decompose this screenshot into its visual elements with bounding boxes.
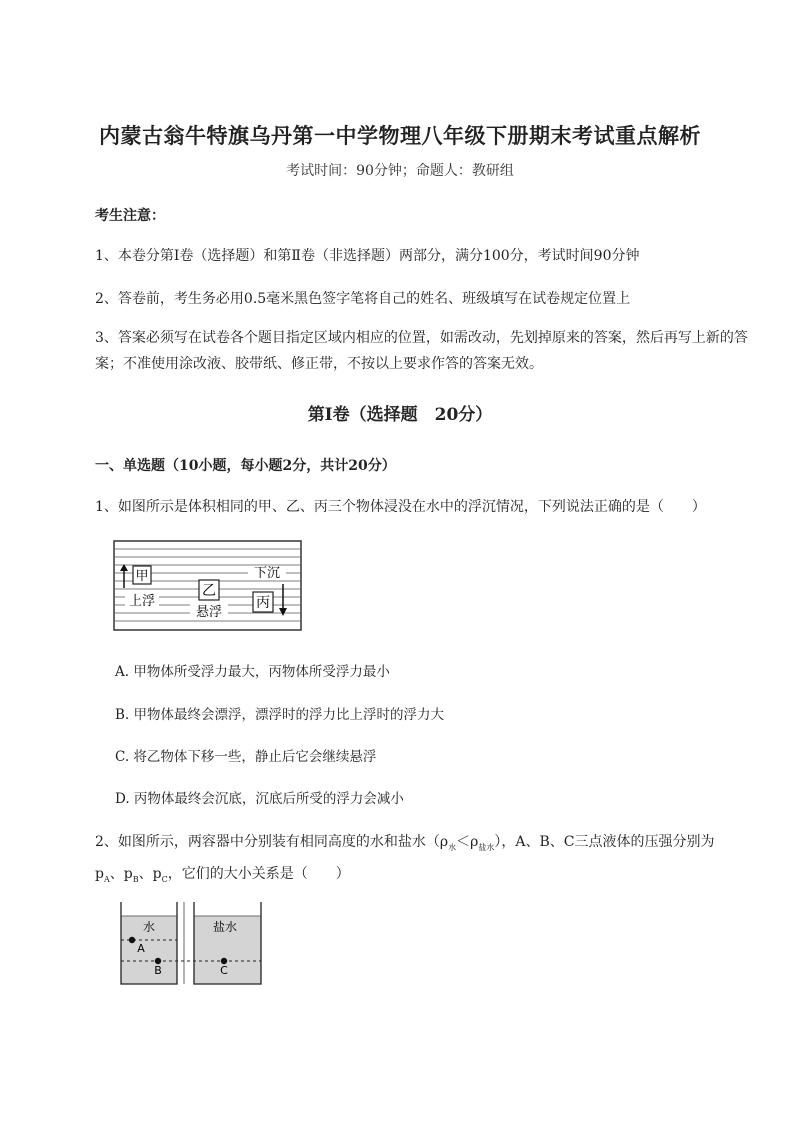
question-1-option-a: A. 甲物体所受浮力最大，丙物体所受浮力最小 (115, 664, 390, 680)
page-title: 内蒙古翁牛特旗乌丹第一中学物理八年级下册期末考试重点解析 (99, 123, 701, 148)
jia-label: 甲 (135, 569, 149, 584)
question-1-option-d: D. 丙物体最终会沉底，沉底后所受的浮力会减小 (115, 791, 404, 807)
notice-item: 2、答卷前，考生务必用0.5毫米黑色签字笔将自己的姓名、班级填写在试卷规定位置上 (95, 291, 631, 307)
notice-heading: 考生注意： (95, 208, 165, 224)
up-label: 上浮 (128, 594, 156, 609)
notice-item: 3、答案必须写在试卷各个题目指定区域内相应的位置，如需改动，先划掉原来的答案，然后再写上新的答案；不准使用涂改液、胶带纸、修正带，不按以上要求作答的答案无效。 (95, 330, 748, 372)
page-subtitle: 考试时间：90分钟；命题人：教研组 (286, 163, 514, 179)
question-1-option-c: C. 将乙物体下移一些，静止后它会继续悬浮 (115, 749, 377, 765)
point-a (129, 937, 135, 943)
buoyancy-figure (113, 540, 303, 632)
down-label: 下沉 (253, 566, 281, 581)
yi-label: 乙 (202, 583, 216, 599)
question-1-option-b: B. 甲物体最终会漂浮，漂浮时的浮力比上浮时的浮力大 (115, 707, 445, 723)
bing-label: 丙 (256, 595, 270, 611)
question-2-text: 2、如图所示，两容器中分别装有相同高度的水和盐水$(\rho_水<\rho_{盐水})$，A、B、C三点液体的压强分别为 $p_A$、$p_B$、$p_C$，它们的大小关系是（ ） (95, 834, 715, 884)
point-c-label: C (220, 964, 228, 977)
point-a-label: A (137, 942, 145, 955)
suspend-label: 悬浮 (195, 605, 223, 620)
salt-water-label: 盐水 (212, 920, 238, 934)
point-b-label: B (154, 964, 162, 977)
section-title: 第I卷（选择题 20分） (307, 405, 493, 425)
pressure-containers-figure (118, 902, 268, 988)
part-heading: 一、单选题（10小题，每小题2分，共计20分） (95, 458, 396, 474)
question-1-text: 1、如图所示是体积相同的甲、乙、丙三个物体浸没在水中的浮沉情况，下列说法正确的是（ ） (95, 499, 706, 515)
water-label: 水 (142, 920, 156, 934)
notice-item: 1、本卷分第I卷（选择题）和第Ⅱ卷（非选择题）两部分，满分100分，考试时间90分钟 (95, 248, 640, 264)
